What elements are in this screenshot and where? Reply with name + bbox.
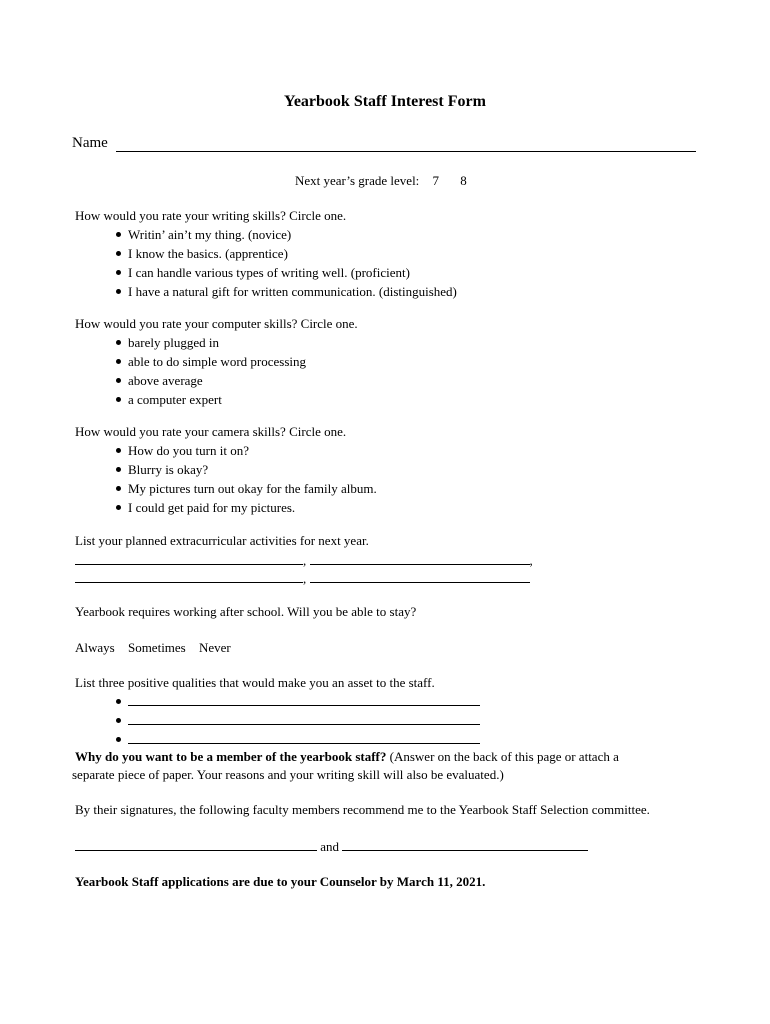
grade-option-7[interactable]: 7 [432,173,440,188]
camera-question: How would you rate your camera skills? Circle one. [75,424,347,439]
list-item[interactable]: I know the basics. (apprentice) [112,244,457,263]
qualities-prompt: List three positive qualities that would make you an asset to the staff. [75,675,435,690]
why-question-bold: Why do you want to be a member of the yearbook staff? [75,749,387,764]
list-item[interactable]: able to do simple word processing [112,352,306,371]
option-sometimes[interactable]: Sometimes [127,640,186,655]
list-item[interactable]: a computer expert [112,390,306,409]
page-title: Yearbook Staff Interest Form [284,93,486,110]
quality-blank-2[interactable] [128,712,480,725]
activity-blank-1[interactable] [75,552,303,565]
why-question-rest: (Answer on the back of this page or attach a [386,749,619,764]
list-item[interactable]: Writin’ ain’t my thing. (novice) [112,225,457,244]
signatures-line-row [75,838,588,855]
signature-blank-2[interactable] [342,838,588,851]
activities-prompt: List your planned extracurricular activities for next year. [75,533,369,548]
signatures-and: and [320,839,340,854]
list-item[interactable] [112,711,480,730]
quality-blank-1[interactable] [128,693,480,706]
why-question-line-1 [75,749,619,765]
name-field-line[interactable] [116,151,696,152]
quality-blank-3[interactable] [128,731,480,744]
activity-blank-3[interactable] [75,570,303,583]
qualities-list [112,692,480,749]
computer-options-list [112,333,306,409]
activities-line-row-1: , , [75,552,533,569]
grade-level-row [295,173,467,189]
activity-blank-2[interactable] [310,552,530,565]
activity-blank-4[interactable] [310,570,530,583]
list-item[interactable]: How do you turn it on? [112,441,377,460]
grade-level-label: Next year’s grade level: [295,173,420,188]
computer-question: How would you rate your computer skills? Circle one. [75,316,358,331]
list-item[interactable]: My pictures turn out okay for the family album. [112,479,377,498]
signature-blank-1[interactable] [75,838,317,851]
after-school-question: Yearbook requires working after school. Will you be able to stay? [75,604,417,619]
list-item[interactable]: I can handle various types of writing well. (proficient) [112,263,457,282]
writing-options-list [112,225,457,301]
signatures-text: By their signatures, the following faculty members recommend me to the Yearbook Staff Selection committee. [75,802,650,817]
activities-line-row-2: , [75,570,530,587]
camera-options-list [112,441,377,517]
list-item[interactable] [112,730,480,749]
list-item[interactable]: above average [112,371,306,390]
writing-question: How would you rate your writing skills? Circle one. [75,208,347,223]
list-item[interactable]: I have a natural gift for written communication. (distinguished) [112,282,457,301]
list-item[interactable]: Blurry is okay? [112,460,377,479]
why-question-line-2: separate piece of paper. Your reasons and your writing skill will also be evaluated.) [72,767,504,782]
list-item[interactable]: I could get paid for my pictures. [112,498,377,517]
option-always[interactable]: Always [75,640,115,655]
list-item[interactable] [112,692,480,711]
name-label: Name [72,135,108,151]
option-never[interactable]: Never [199,640,231,655]
after-school-options [75,640,241,656]
list-item[interactable]: barely plugged in [112,333,306,352]
due-date-notice: Yearbook Staff applications are due to your Counselor by March 11, 2021. [75,874,486,889]
grade-option-8[interactable]: 8 [460,173,467,188]
